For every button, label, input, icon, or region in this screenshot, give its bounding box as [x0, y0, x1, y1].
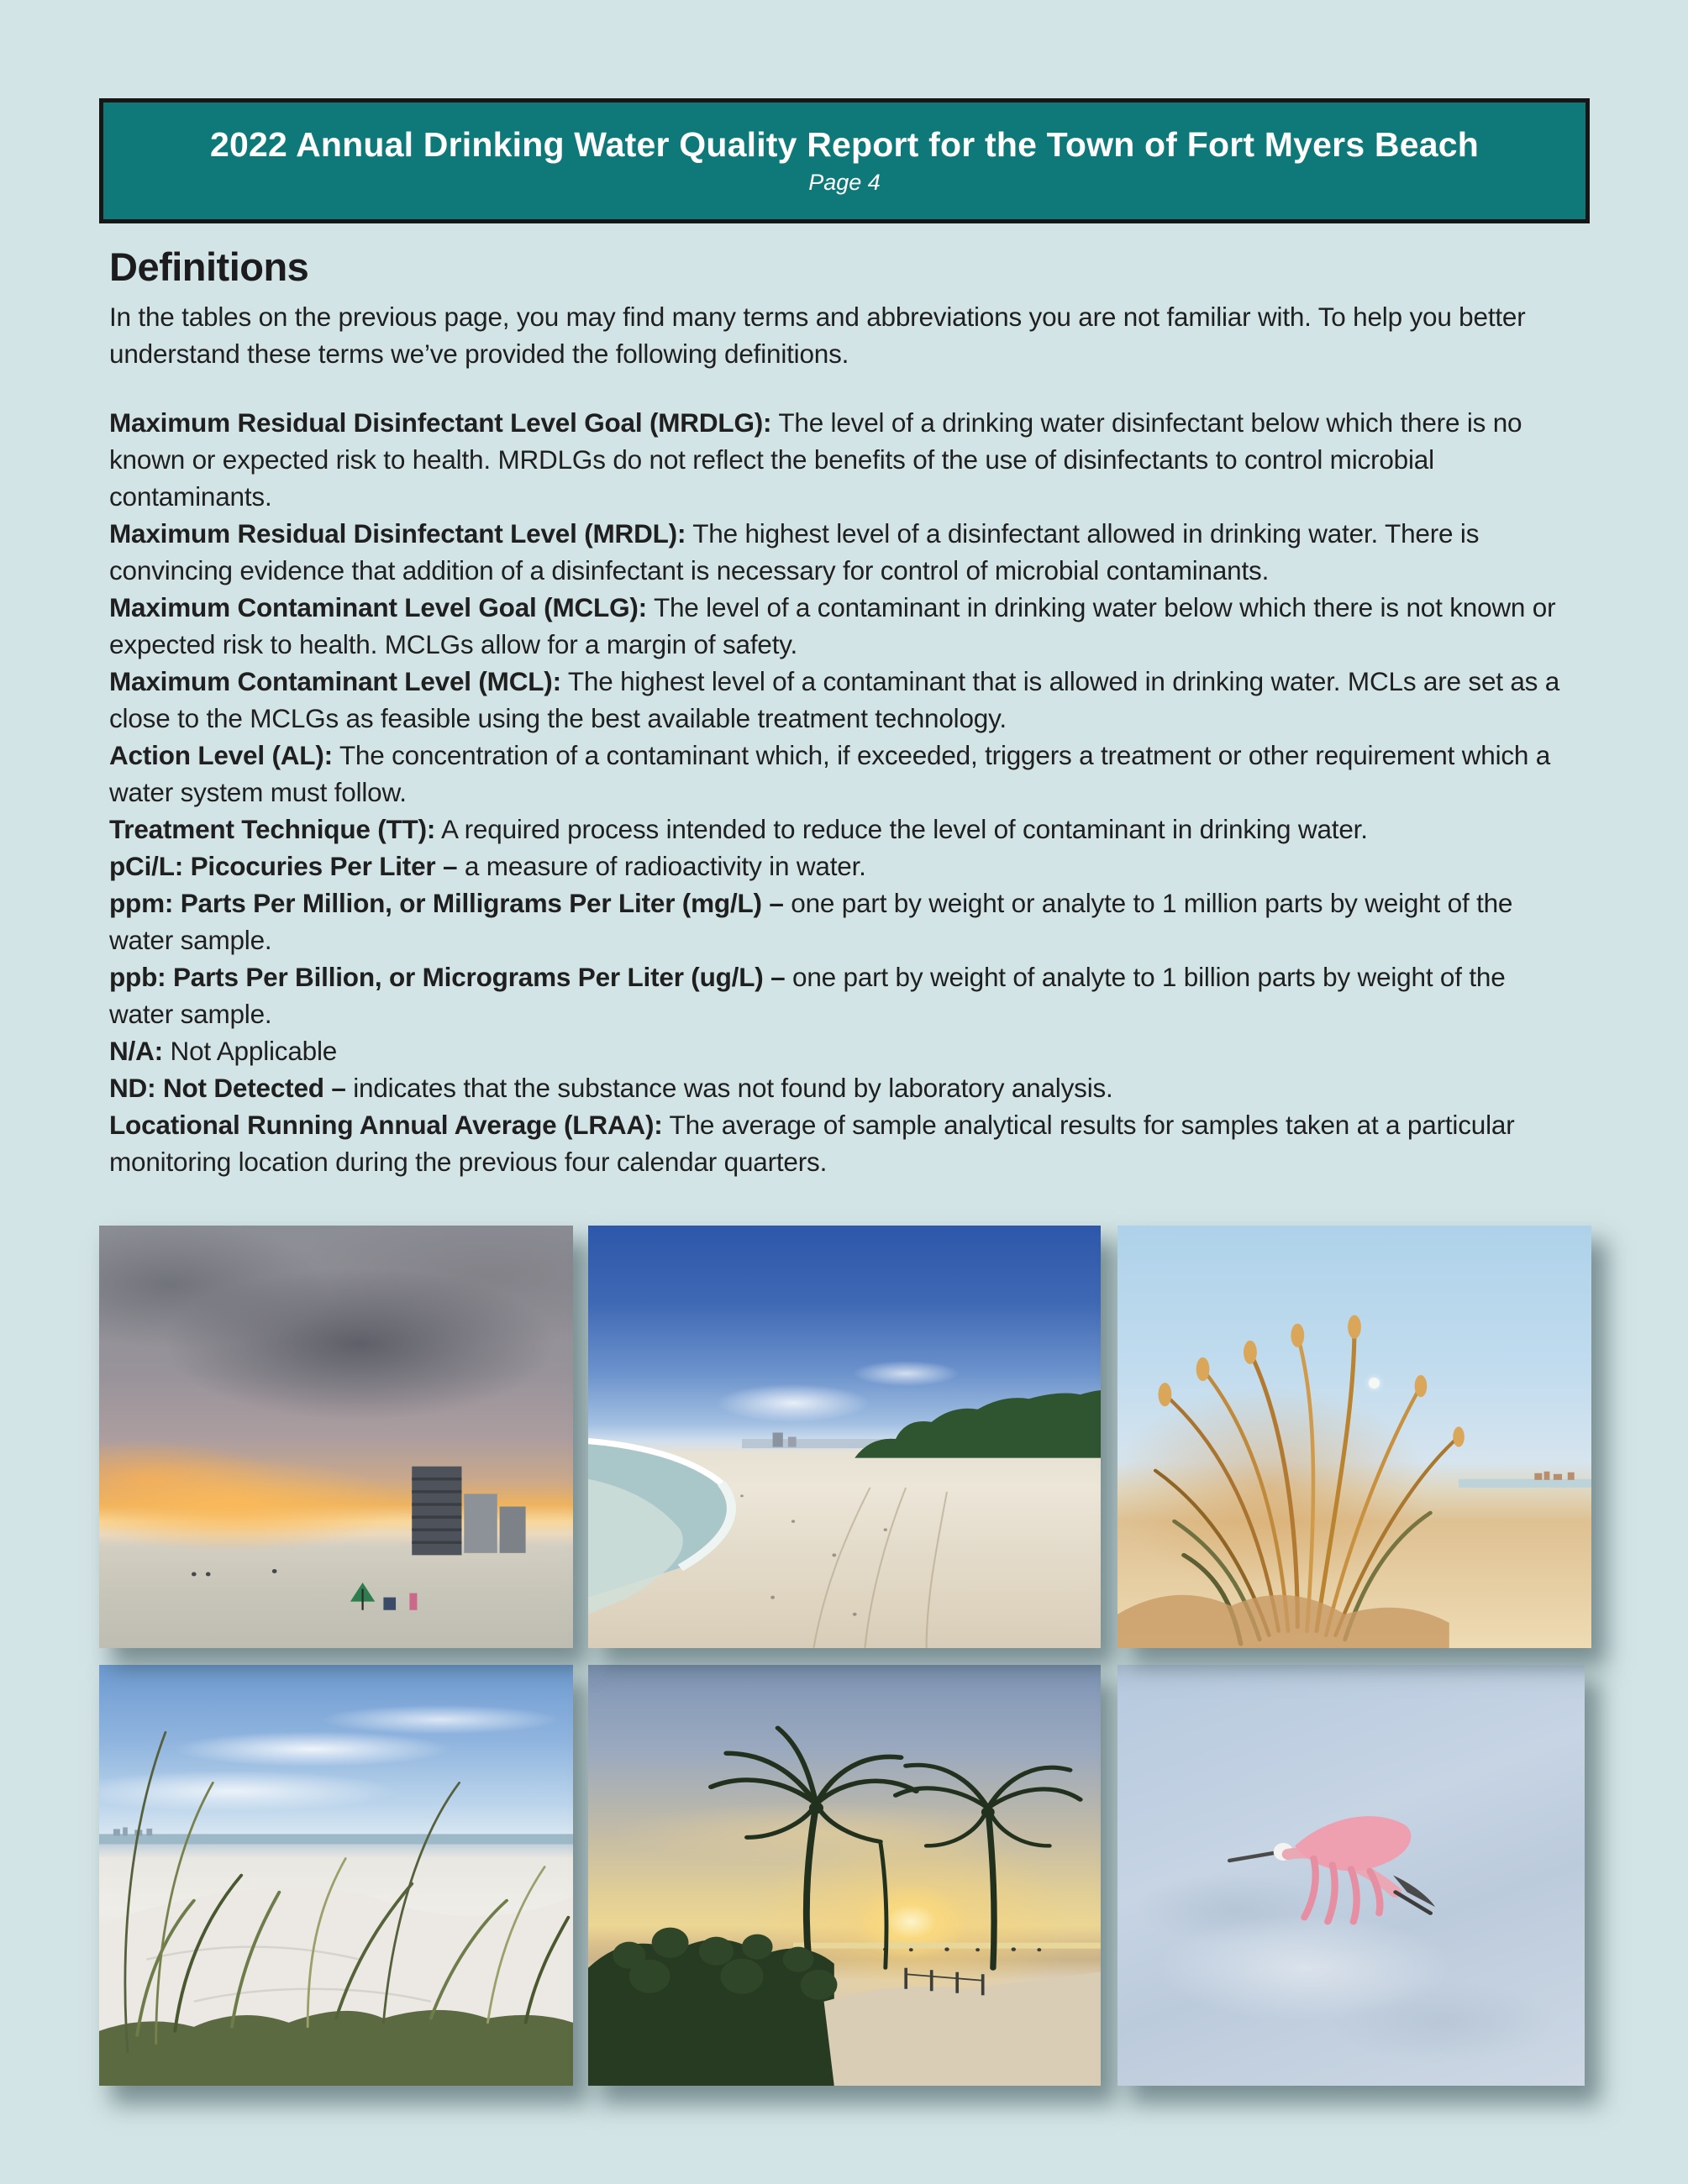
definition-term: ppb: Parts Per Billion, or Micrograms Per Liter (ug/L) –: [109, 962, 786, 992]
definition-term: Maximum Residual Disinfectant Level Goal (MRDLG):: [109, 407, 772, 438]
definition-item: [109, 1032, 1575, 1069]
definition-item: [109, 848, 1575, 885]
definitions-section: [109, 244, 1575, 1180]
spoonbill-bird: [1229, 1816, 1435, 1921]
definition-item: [109, 589, 1575, 663]
definition-text: The concentration of a contaminant which, if exceeded, triggers a treatment or other requirement which a water system must follow.: [109, 740, 1551, 807]
sea-oats-art: [1117, 1226, 1591, 1648]
definition-text: indicates that the substance was not found by laboratory analysis.: [353, 1073, 1113, 1103]
spoonbill-art: [1117, 1665, 1585, 2086]
definition-term: Maximum Contaminant Level Goal (MCLG):: [109, 592, 647, 622]
page-header-banner: [99, 98, 1590, 223]
photo-roseate-spoonbill: [1117, 1665, 1585, 2086]
definition-text: The highest level of a disinfectant allowed in drinking water. There is convincing evidence that addition of a disinfectant is necessary for control of microbial contaminants.: [109, 518, 1480, 585]
definition-item: [109, 885, 1575, 958]
photo-white-sand-beach: [588, 1226, 1101, 1648]
definition-item: [109, 663, 1575, 737]
definitions-list: [109, 404, 1575, 1180]
definition-term: Locational Running Annual Average (LRAA):: [109, 1110, 663, 1140]
dune-grass-art: [99, 1665, 573, 2086]
definition-item: [109, 1069, 1575, 1106]
definition-text: The highest level of a contaminant that is allowed in drinking water. MCLs are set as a close to the MCLGs as feasible using the best available treatment technology.: [109, 666, 1560, 733]
definition-text: The average of sample analytical results for samples taken at a particular monitoring location during the previous four calendar quarters.: [109, 1110, 1515, 1177]
definition-text: The level of a contaminant in drinking water below which there is not known or expected risk to health. MCLGs allow for a margin of safety.: [109, 592, 1556, 659]
definition-term: Maximum Residual Disinfectant Level (MRDL):: [109, 518, 686, 549]
sunset-beach-art: [99, 1226, 573, 1648]
white-sand-beach-art: [588, 1226, 1101, 1648]
palm-silhouettes: [711, 1728, 1080, 1968]
definition-term: ND: Not Detected –: [109, 1073, 346, 1103]
definitions-intro: In the tables on the previous page, you may find many terms and abbreviations you are not familiar with. To help you better understand these terms we’ve provided the following definitions.: [109, 302, 1526, 369]
definition-text: one part by weight or analyte to 1 million parts by weight of the water sample.: [109, 888, 1513, 955]
photo-sea-oats-moon: [1117, 1226, 1591, 1648]
definitions-heading: Definitions: [109, 244, 309, 289]
definition-text: a measure of radioactivity in water.: [464, 851, 866, 881]
photo-palm-sunset: [588, 1665, 1101, 2086]
definition-text: A required process intended to reduce the level of contaminant in drinking water.: [441, 814, 1368, 844]
definition-term: ppm: Parts Per Million, or Milligrams Per Liter (mg/L) –: [109, 888, 784, 918]
page-number: Page 4: [808, 169, 881, 195]
definition-item: [109, 404, 1575, 515]
palm-treeline: [855, 1390, 1101, 1457]
photo-dune-grasses: [99, 1665, 573, 2086]
definition-text: The level of a drinking water disinfectant below which there is no known or expected risk to health. MRDLGs do not reflect the benefits of the use of disinfectants to control microbial contaminants.: [109, 407, 1522, 512]
definition-term: Maximum Contaminant Level (MCL):: [109, 666, 561, 696]
photo-sunset-clouds-beach: [99, 1226, 573, 1648]
definition-item: [109, 1106, 1575, 1180]
definition-text: Not Applicable: [170, 1036, 338, 1066]
definition-text: one part by weight of analyte to 1 billion parts by weight of the water sample.: [109, 962, 1506, 1029]
report-title: 2022 Annual Drinking Water Quality Report for the Town of Fort Myers Beach: [210, 125, 1479, 165]
definition-item: [109, 515, 1575, 589]
definition-item: [109, 737, 1575, 811]
palm-sunset-art: [588, 1665, 1101, 2086]
definition-item: [109, 958, 1575, 1032]
definition-term: Action Level (AL):: [109, 740, 333, 770]
definition-term: Treatment Technique (TT):: [109, 814, 436, 844]
definition-term: N/A:: [109, 1036, 163, 1066]
definition-item: [109, 811, 1575, 848]
definition-term: pCi/L: Picocuries Per Liter –: [109, 851, 458, 881]
